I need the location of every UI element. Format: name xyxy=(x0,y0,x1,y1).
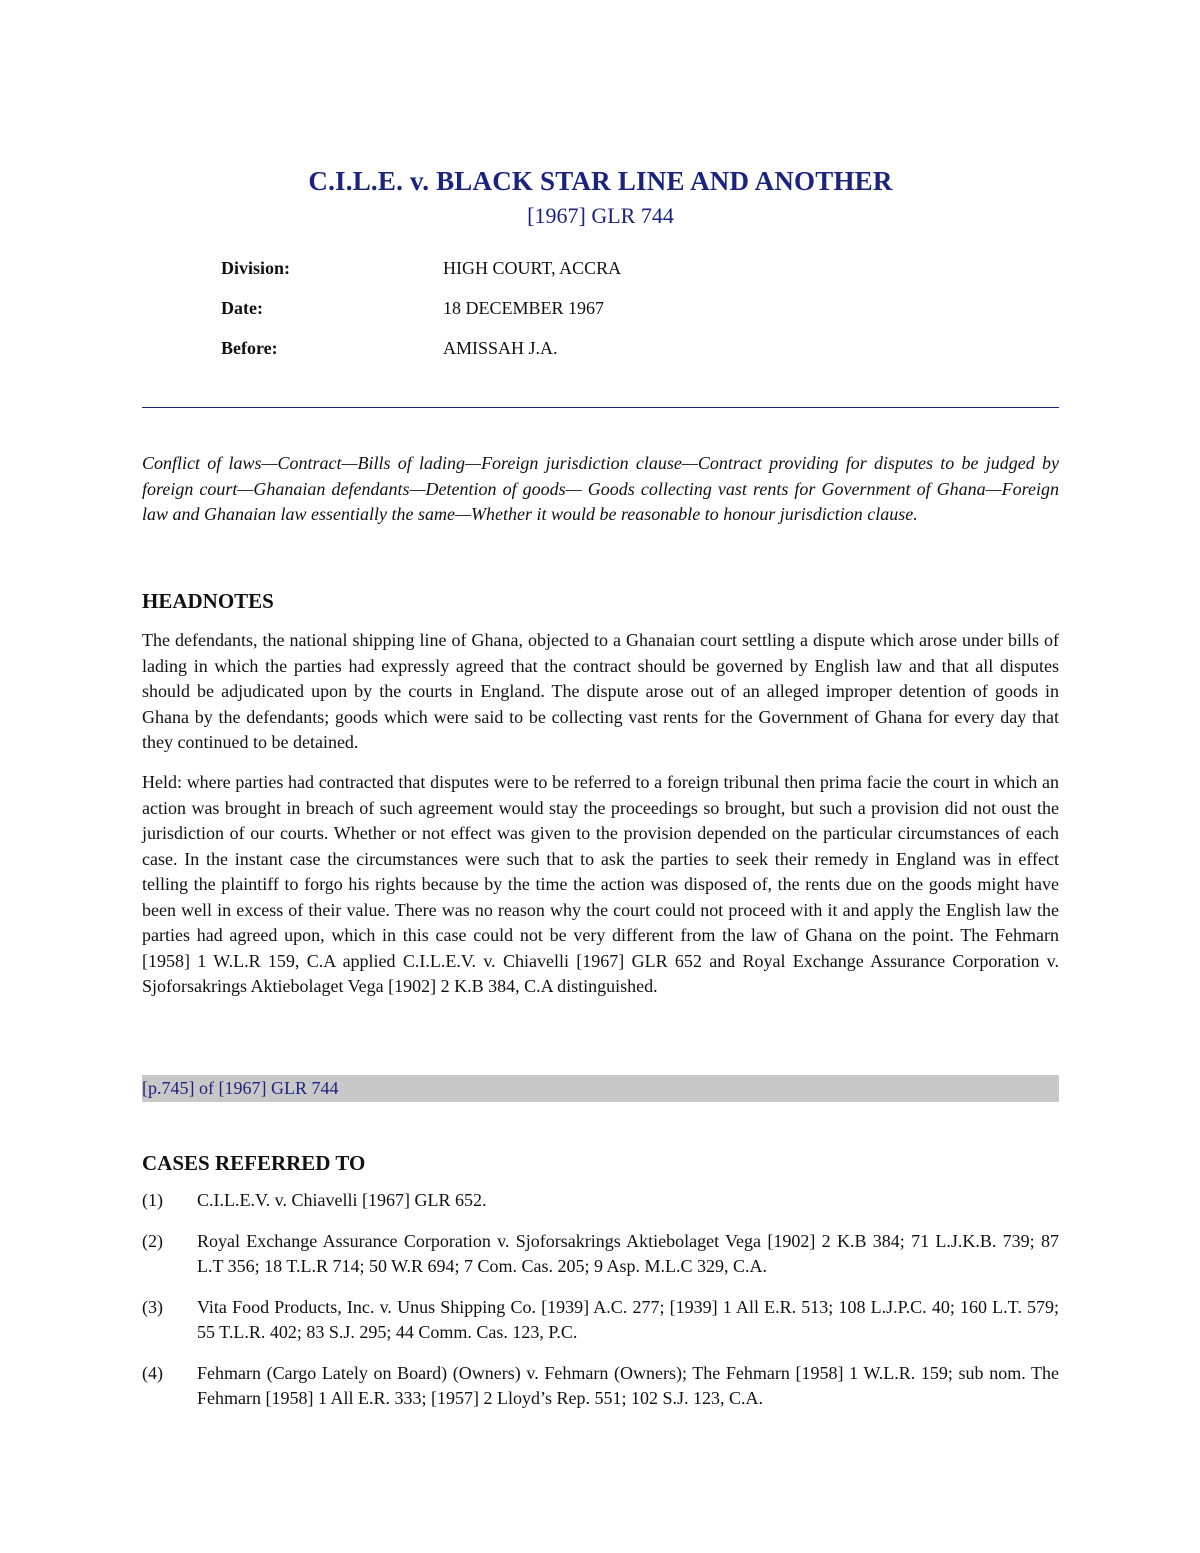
case-citation-text: Fehmarn (Cargo Lately on Board) (Owners) v. Fehmarn (Owners); The Fehmarn [1958] 1 W.L.R. 159; sub nom. The Fehmarn [1958] 1 All E.R. 333; [1957] 2 Lloyd’s Rep. 551; 102 S.J. 123, C.A. xyxy=(197,1362,1059,1408)
case-number: (3) xyxy=(142,1296,163,1317)
case-citation-text: Vita Food Products, Inc. v. Unus Shipping Co. [1939] A.C. 277; [1939] 1 All E.R. 513; 108 L.J.P.C. 40; 160 L.T. 579; 55 T.L.R. 402; 83 S.J. 295; 44 Comm. Cas. 123, P.C. xyxy=(197,1296,1059,1342)
cases-list xyxy=(142,1188,1059,1427)
list-item xyxy=(142,1188,1059,1214)
meta-row-before xyxy=(221,338,1021,378)
case-number: (4) xyxy=(142,1362,163,1383)
headnote-held-paragraph: Held: where parties had contracted that disputes were to be referred to a foreign tribunal then prima facie the court in which an action was brought in breach of such agreement would stay the proceedings so brought, but such a provision did not oust the jurisdiction of our courts. Whether or not effect was given to the provision depended on the particular circumstances of each case. In the instant case the circumstances were such that to ask the parties to seek their remedy in England was in effect telling the plaintiff to forgo his rights because by the time the action was disposed of, the rents due on the goods might have been well in excess of their value. There was no reason why the court could not proceed with it and apply the English law the parties had agreed upon, which in this case could not be very different from the law of Ghana on the point. The Fehmarn [1958] 1 W.L.R 159, C.A applied C.I.L.E.V. v. Chiavelli [1967] GLR 652 and Royal Exchange Assurance Corporation v. Sjoforsakrings Aktiebolaget Vega [1902] 2 K.B 384, C.A distinguished. xyxy=(142,772,1059,996)
headnotes-heading: HEADNOTES xyxy=(142,589,274,613)
list-item xyxy=(142,1295,1059,1346)
case-title: C.I.L.E. v. BLACK STAR LINE AND ANOTHER xyxy=(308,166,893,196)
meta-row-date xyxy=(221,298,1021,338)
headnote-paragraph: The defendants, the national shipping line of Ghana, objected to a Ghanaian court settling a dispute which arose under bills of lading in which the parties had expressly agreed that the contract should be governed by English law and that all disputes should be adjudicated upon by the courts in England. The dispute arose out of an alleged improper detention of goods in Ghana by the defendants; goods which were said to be collecting vast rents for the Government of Ghana for every day that they continued to be detained. xyxy=(142,630,1059,752)
meta-label: Division: xyxy=(221,258,291,278)
meta-value: AMISSAH J.A. xyxy=(443,338,558,358)
meta-value: HIGH COURT, ACCRA xyxy=(443,258,622,278)
list-item xyxy=(142,1229,1059,1280)
meta-label: Before: xyxy=(221,338,278,358)
meta-value: 18 DECEMBER 1967 xyxy=(443,298,605,318)
subject-keywords: Conflict of laws—Contract—Bills of lading—Foreign jurisdiction clause—Contract providing for disputes to be judged by foreign court—Ghanaian defendants—Detention of goods— Goods collecting vast rents for Government of Ghana—Foreign law and Ghanaian law essentially the same—Whether it would be reasonable to honour jurisdiction clause. xyxy=(142,453,1059,524)
divider xyxy=(142,407,1059,408)
list-item xyxy=(142,1361,1059,1412)
case-number: (2) xyxy=(142,1230,163,1251)
case-citation-text: Royal Exchange Assurance Corporation v. Sjoforsakrings Aktiebolaget Vega [1902] 2 K.B 384; 71 L.J.K.B. 739; 87 L.T 356; 18 T.L.R 714; 50 W.R 694; 7 Com. Cas. 205; 9 Asp. M.L.C 329, C.A. xyxy=(197,1230,1059,1276)
case-number: (1) xyxy=(142,1190,163,1210)
cases-heading: CASES REFERRED TO xyxy=(142,1151,366,1175)
case-metadata xyxy=(221,258,1021,378)
case-citation-text: C.I.L.E.V. v. Chiavelli [1967] GLR 652. xyxy=(197,1190,487,1210)
case-citation: [1967] GLR 744 xyxy=(527,203,674,228)
meta-label: Date: xyxy=(221,298,263,318)
page-marker[interactable]: [p.745] of [1967] GLR 744 xyxy=(142,1075,1059,1102)
meta-row-division xyxy=(221,258,1021,298)
